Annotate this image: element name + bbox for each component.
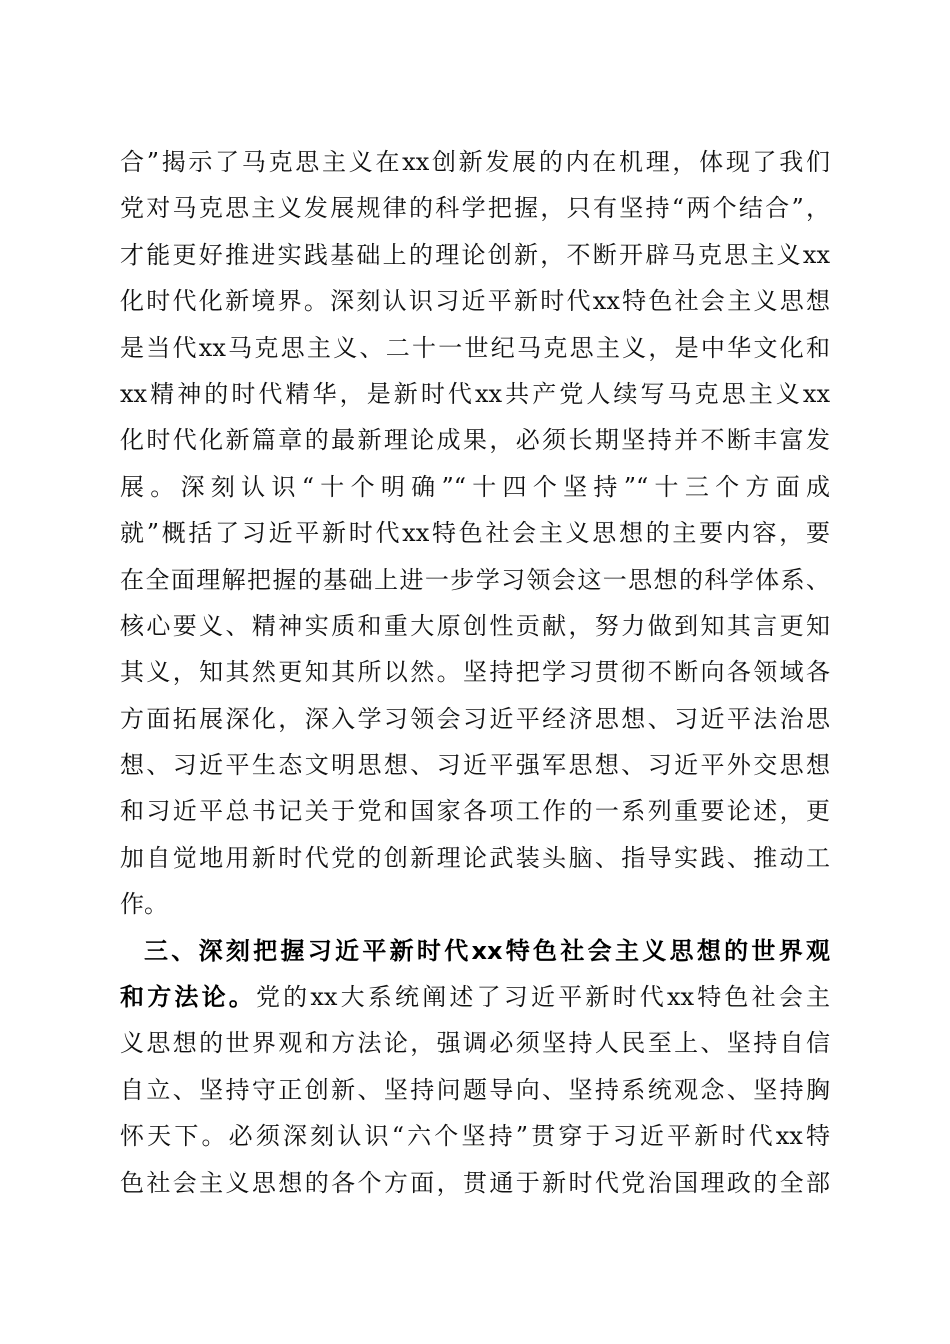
paragraph-line: 和习近平总书记关于党和国家各项工作的一系列重要论述，更	[120, 797, 830, 826]
section-body-line: 自立、坚持守正创新、坚持问题导向、坚持系统观念、坚持胸	[120, 1075, 830, 1104]
paragraph-line: 展。深刻认识“十个明确”“十四个坚持”“十三个方面成	[120, 472, 830, 501]
paragraph-line: 党对马克思主义发展规律的科学把握，只有坚持“两个结合”，	[120, 194, 830, 223]
section-body-start: 党的xx大系统阐述了习近平新时代xx特色社会主	[255, 983, 831, 1012]
paragraph-line: 加自觉地用新时代党的创新理论武装头脑、指导实践、推动工	[120, 843, 830, 872]
paragraph-line: xx精神的时代精华，是新时代xx共产党人续写马克思主义xx	[120, 379, 830, 408]
section-heading: 三、深刻把握习近平新时代xx特色社会主义思想的世界观	[144, 936, 830, 965]
section-heading-continued	[120, 974, 830, 1020]
section-heading-end: 和方法论。	[120, 983, 256, 1012]
paragraph-line: 作。	[120, 890, 168, 919]
paragraph-line: 其义，知其然更知其所以然。坚持把学习贯彻不断向各领域各	[120, 658, 830, 687]
section-body-line: 怀天下。必须深刻认识“六个坚持”贯穿于习近平新时代xx特	[120, 1122, 830, 1151]
paragraph-line: 方面拓展深化，深入学习领会习近平经济思想、习近平法治思	[120, 704, 830, 733]
paragraph-line: 在全面理解把握的基础上进一步学习领会这一思想的科学体系、	[120, 565, 830, 594]
paragraph-line: 合”揭示了马克思主义在xx创新发展的内在机理，体现了我们	[120, 148, 830, 176]
paragraph-line: 是当代xx马克思主义、二十一世纪马克思主义，是中华文化和	[120, 333, 830, 362]
paragraph-line: 才能更好推进实践基础上的理论创新，不断开辟马克思主义xx	[120, 240, 830, 269]
section-body-line: 色社会主义思想的各个方面，贯通于新时代党治国理政的全部	[120, 1168, 830, 1197]
paragraph-line: 核心要义、精神实质和重大原创性贡献，努力做到知其言更知	[120, 611, 830, 640]
paragraph-line: 化时代化新境界。深刻认识习近平新时代xx特色社会主义思想	[120, 287, 830, 316]
paragraph-line: 化时代化新篇章的最新理论成果，必须长期坚持并不断丰富发	[120, 426, 830, 455]
document-body	[120, 139, 830, 1206]
paragraph-line: 想、习近平生态文明思想、习近平强军思想、习近平外交思想	[120, 751, 830, 780]
section-body-line: 义思想的世界观和方法论，强调必须坚持人民至上、坚持自信	[120, 1029, 830, 1058]
paragraph-line: 就”概括了习近平新时代xx特色社会主义思想的主要内容，要	[120, 519, 830, 548]
